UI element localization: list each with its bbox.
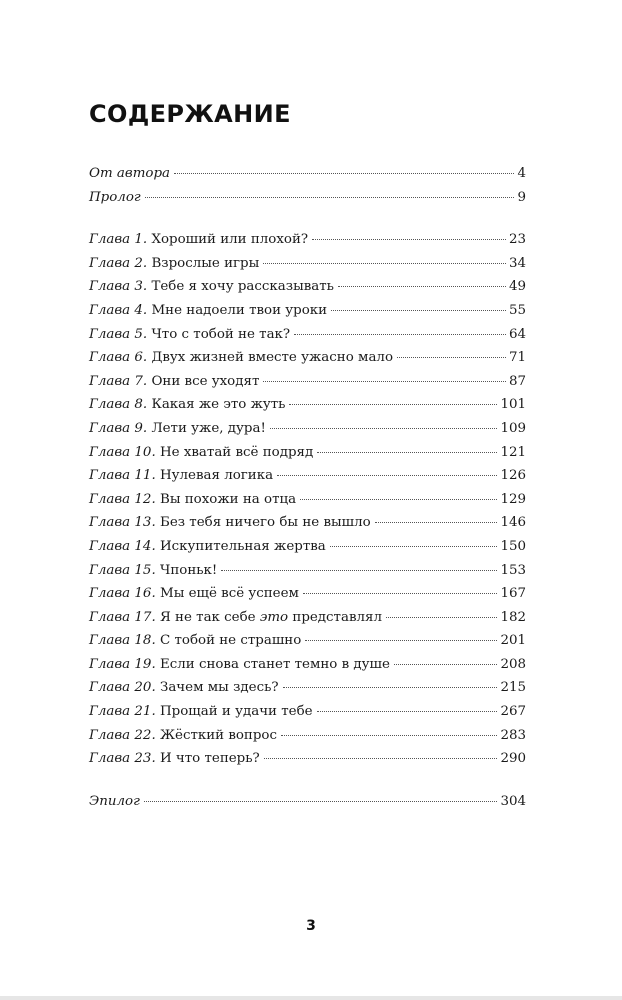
dot-leader (312, 239, 506, 240)
toc-entry-title: Чпоньк! (159, 562, 218, 578)
table-of-contents (89, 162, 526, 813)
toc-entry-chapter-20[interactable] (89, 676, 526, 700)
toc-entry-label: Глава 8. (89, 397, 148, 413)
toc-entry-page: 208 (500, 656, 526, 672)
dot-leader (386, 617, 497, 618)
toc-entry-label: Глава 7. (89, 373, 148, 389)
toc-entry-page: 101 (500, 397, 526, 413)
toc-front-matter (89, 162, 526, 209)
toc-entry-chapter-13[interactable] (89, 511, 526, 535)
toc-entry-page: 129 (500, 491, 526, 507)
toc-entry-label: Глава 22. (89, 727, 156, 743)
toc-entry-page: 153 (500, 562, 526, 578)
toc-entry-label: Глава 4. (89, 302, 148, 318)
dot-leader (145, 197, 515, 198)
toc-entry-label: Глава 20. (89, 680, 156, 696)
toc-entry-label: От автора (89, 166, 171, 181)
toc-entry-label: Глава 23. (89, 751, 156, 767)
toc-entry-chapter-18[interactable] (89, 629, 526, 653)
toc-entry-page: 55 (508, 302, 526, 318)
toc-entry-title: Двух жизней вместе ужасно мало (151, 350, 394, 366)
toc-back-matter (89, 790, 526, 814)
toc-entry-label: Пролог (89, 189, 141, 205)
toc-entry-chapter-12[interactable] (89, 488, 526, 512)
toc-entry-label: Глава 9. (89, 420, 148, 436)
toc-entry-label: Глава 1. (89, 232, 148, 248)
toc-entry-title: Нулевая логика (159, 468, 274, 484)
toc-entry-title: Если снова станет темно в душе (159, 656, 390, 672)
toc-entry-page: 71 (508, 350, 526, 366)
dot-leader (331, 310, 506, 311)
dot-leader (277, 475, 497, 476)
dot-leader (305, 640, 497, 641)
dot-leader (375, 522, 498, 523)
toc-entry-label: Глава 5. (89, 326, 148, 342)
page-title: СОДЕРЖАНИЕ (89, 100, 291, 128)
toc-entry-chapter-2[interactable] (89, 252, 526, 276)
dot-leader (283, 687, 498, 688)
dot-leader (270, 428, 498, 429)
toc-entry-label: Глава 21. (89, 704, 156, 720)
toc-entry-epilogue[interactable] (89, 790, 526, 814)
toc-entry-chapter-15[interactable] (89, 559, 526, 583)
dot-leader (281, 735, 497, 736)
dot-leader (394, 664, 498, 665)
toc-entry-page: 290 (500, 751, 526, 767)
toc-entry-label: Глава 19. (89, 656, 156, 672)
toc-entry-chapter-6[interactable] (89, 346, 526, 370)
toc-entry-page: 167 (500, 586, 526, 602)
toc-entry-title: Взрослые игры (151, 255, 260, 271)
toc-entry-title: Что с тобой не так? (151, 326, 291, 342)
toc-entry-title: Лети уже, дура! (151, 420, 266, 436)
toc-entry-label: Глава 6. (89, 350, 148, 366)
toc-entry-chapter-23[interactable] (89, 747, 526, 771)
dot-leader (174, 173, 514, 174)
toc-entry-page: 150 (500, 538, 526, 554)
toc-entry-page: 267 (500, 704, 526, 720)
toc-entry-title: И что теперь? (159, 751, 260, 767)
toc-entry-page: 49 (508, 279, 526, 295)
toc-entry-page: 283 (500, 727, 526, 743)
dot-leader (221, 570, 497, 571)
toc-entry-label: Глава 15. (89, 562, 156, 578)
toc-entry-title: представлял (292, 609, 382, 625)
toc-entry-page: 23 (508, 232, 526, 248)
toc-entry-title: Мне надоели твои уроки (151, 302, 328, 318)
toc-entry-title: Они все уходят (151, 373, 260, 389)
dot-leader (338, 286, 506, 287)
toc-entry-label: Глава 2. (89, 255, 148, 271)
toc-entry-page: 9 (517, 189, 526, 205)
toc-entry-title: Какая же это жуть (151, 397, 286, 413)
toc-entry-label: Глава 13. (89, 515, 156, 531)
toc-entry-chapter-19[interactable] (89, 653, 526, 677)
toc-entry-chapter-9[interactable] (89, 417, 526, 441)
toc-entry-chapter-14[interactable] (89, 535, 526, 559)
toc-entry-prologue[interactable] (89, 186, 526, 210)
toc-entry-title-emphasis: это (259, 609, 289, 625)
toc-entry-label: Глава 17. (89, 609, 156, 625)
toc-entry-label: Глава 11. (89, 468, 156, 484)
toc-entry-page: 215 (500, 680, 526, 696)
toc-entry-title: Искупительная жертва (159, 538, 326, 554)
dot-leader (317, 452, 497, 453)
dot-leader (330, 546, 498, 547)
toc-entry-chapter-1[interactable] (89, 228, 526, 252)
toc-entry-label: Эпилог (89, 793, 140, 809)
dot-leader (263, 263, 506, 264)
toc-entry-title: Зачем мы здесь? (159, 680, 279, 696)
toc-entry-title: Я не так себе (159, 609, 256, 625)
toc-entry-title: Прощай и удачи тебе (159, 704, 313, 720)
toc-chapters (89, 228, 526, 771)
toc-entry-title: Без тебя ничего бы не вышло (159, 515, 371, 531)
toc-entry-page: 126 (500, 468, 526, 484)
dot-leader (397, 357, 506, 358)
dot-leader (144, 801, 498, 802)
toc-entry-chapter-22[interactable] (89, 724, 526, 748)
toc-entry-title: Не хватай всё подряд (159, 444, 314, 460)
toc-entry-title: Тебе я хочу рассказывать (151, 279, 334, 295)
dot-leader (317, 711, 498, 712)
dot-leader (264, 758, 498, 759)
dot-leader (300, 499, 497, 500)
toc-entry-title: Вы похожи на отца (159, 491, 297, 507)
toc-entry-page: 34 (508, 255, 526, 271)
dot-leader (294, 334, 506, 335)
toc-entry-label: Глава 18. (89, 633, 156, 649)
toc-entry-chapter-8[interactable] (89, 393, 526, 417)
toc-entry-title: Хороший или плохой? (151, 232, 309, 248)
toc-entry-chapter-7[interactable] (89, 370, 526, 394)
toc-entry-label: Глава 12. (89, 491, 156, 507)
toc-entry-chapter-5[interactable] (89, 323, 526, 347)
toc-entry-label: Глава 10. (89, 444, 156, 460)
toc-entry-page: 87 (508, 373, 526, 389)
toc-entry-chapter-17[interactable] (89, 606, 526, 630)
toc-entry-page: 182 (500, 609, 526, 625)
toc-entry-page: 304 (500, 793, 526, 809)
dot-leader (303, 593, 497, 594)
page-bottom-edge (0, 996, 622, 1000)
toc-entry-chapter-4[interactable] (89, 299, 526, 323)
toc-entry-page: 121 (500, 444, 526, 460)
toc-entry-from-author[interactable] (89, 162, 526, 186)
toc-entry-chapter-3[interactable] (89, 275, 526, 299)
toc-entry-label: Глава 14. (89, 538, 156, 554)
toc-entry-label: Глава 16. (89, 586, 156, 602)
dot-leader (263, 381, 506, 382)
toc-entry-page: 4 (517, 166, 526, 181)
toc-entry-label: Глава 3. (89, 279, 148, 295)
toc-entry-page: 109 (500, 420, 526, 436)
toc-entry-page: 64 (508, 326, 526, 342)
toc-entry-chapter-21[interactable] (89, 700, 526, 724)
page-number: 3 (306, 918, 316, 934)
toc-entry-chapter-16[interactable] (89, 582, 526, 606)
dot-leader (289, 404, 497, 405)
toc-entry-chapter-10[interactable] (89, 441, 526, 465)
toc-entry-title: Мы ещё всё успеем (159, 586, 299, 602)
toc-entry-page: 146 (500, 515, 526, 531)
toc-entry-title: Жёсткий вопрос (159, 727, 277, 743)
toc-entry-page: 201 (500, 633, 526, 649)
toc-entry-chapter-11[interactable] (89, 464, 526, 488)
toc-entry-title: С тобой не страшно (159, 633, 302, 649)
